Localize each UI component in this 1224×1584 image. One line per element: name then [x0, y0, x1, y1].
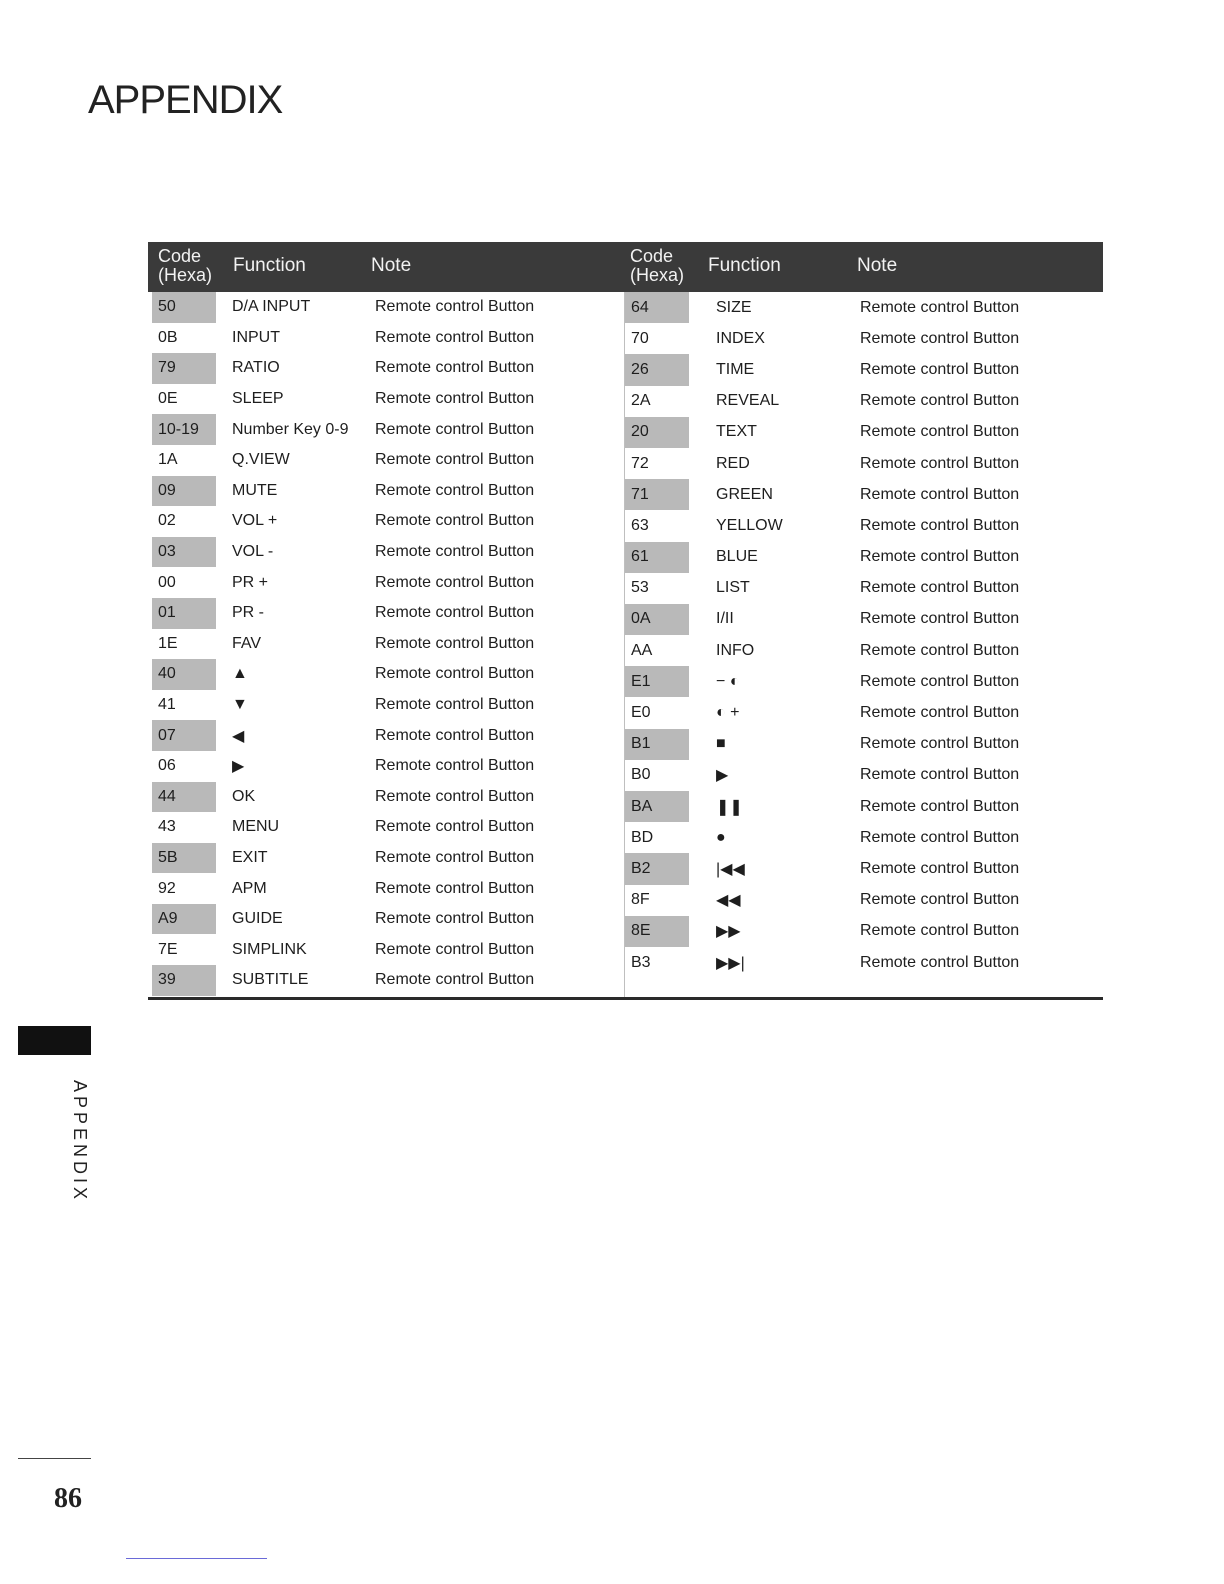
function-cell: SUBTITLE — [232, 971, 309, 989]
note-cell: Remote control Button — [860, 454, 1020, 472]
function-cell: INDEX — [716, 329, 765, 347]
footer-underline — [126, 1558, 267, 1559]
table-row — [148, 720, 624, 751]
function-cell: I/II — [716, 610, 734, 628]
note-cell: Remote control Button — [860, 579, 1020, 597]
note-cell: Remote control Button — [375, 665, 535, 683]
table-row — [148, 690, 624, 721]
table-row — [148, 659, 624, 690]
note-cell: Remote control Button — [860, 891, 1020, 909]
code-cell: 0B — [158, 328, 178, 346]
note-cell: Remote control Button — [860, 704, 1020, 722]
code-cell: 10-19 — [152, 414, 216, 445]
table-row — [625, 417, 1103, 448]
code-cell: 0E — [158, 390, 178, 408]
code-cell: 61 — [625, 542, 689, 573]
side-section-label: APPENDIX — [70, 1080, 90, 1204]
header-code-line2: (Hexa) — [630, 265, 685, 285]
code-cell: 79 — [152, 353, 216, 384]
code-cell: 00 — [158, 573, 176, 591]
code-cell: 63 — [631, 516, 649, 534]
note-cell: Remote control Button — [860, 828, 1020, 846]
code-cell: A9 — [152, 904, 216, 935]
function-cell: ● — [716, 828, 726, 846]
function-cell: SIMPLINK — [232, 940, 307, 958]
code-cell: B2 — [625, 853, 689, 884]
table-row — [625, 729, 1103, 760]
table-row — [148, 384, 624, 415]
function-cell: MENU — [232, 818, 280, 836]
table-row — [148, 904, 624, 935]
code-cell: 41 — [158, 696, 176, 714]
code-cell: 53 — [631, 579, 649, 597]
table-header — [148, 242, 1103, 292]
table-row — [148, 292, 624, 323]
table-row — [625, 853, 1103, 884]
code-cell: 5B — [152, 843, 216, 874]
code-cell: 1A — [158, 451, 178, 469]
code-cell: 8E — [625, 916, 689, 947]
function-cell: MUTE — [232, 481, 278, 499]
function-cell: RATIO — [232, 359, 280, 377]
code-cell: 01 — [152, 598, 216, 629]
code-cell: 02 — [158, 512, 176, 530]
code-cell: 70 — [631, 329, 649, 347]
code-cell: E0 — [631, 704, 651, 722]
page-number: 86 — [54, 1483, 82, 1514]
note-cell: Remote control Button — [860, 922, 1020, 940]
function-cell: PR + — [232, 573, 269, 591]
function-cell: TIME — [716, 360, 755, 378]
code-cell: B1 — [625, 729, 689, 760]
function-cell: Number Key 0-9 — [232, 420, 349, 438]
function-cell: YELLOW — [716, 516, 783, 534]
table-row — [625, 791, 1103, 822]
function-cell: INPUT — [232, 328, 280, 346]
note-cell: Remote control Button — [375, 940, 535, 958]
code-cell: 2A — [631, 392, 651, 410]
table-row — [625, 292, 1103, 323]
code-cell: 03 — [152, 537, 216, 568]
note-cell: Remote control Button — [860, 672, 1020, 690]
table-row — [625, 885, 1103, 916]
code-cell: 72 — [631, 454, 649, 472]
note-cell: Remote control Button — [375, 512, 535, 530]
code-table — [148, 242, 1103, 1000]
function-cell: ❚❚ — [716, 798, 743, 816]
header-function-right: Function — [708, 255, 781, 276]
table-row — [148, 567, 624, 598]
note-cell: Remote control Button — [375, 848, 535, 866]
function-cell: LIST — [716, 579, 750, 597]
header-code-line2: (Hexa) — [158, 265, 213, 285]
note-cell: Remote control Button — [860, 735, 1020, 753]
header-note-right: Note — [857, 255, 898, 276]
header-code-line1: Code — [630, 246, 674, 266]
table-row — [625, 822, 1103, 853]
note-cell: Remote control Button — [375, 604, 535, 622]
table-row — [625, 573, 1103, 604]
code-cell: 43 — [158, 818, 176, 836]
table-row — [625, 760, 1103, 791]
table-row — [625, 386, 1103, 417]
table-row — [148, 965, 624, 996]
table-row — [625, 510, 1103, 541]
code-cell: 20 — [625, 417, 689, 448]
code-cell: 40 — [152, 659, 216, 690]
table-row — [148, 445, 624, 476]
function-cell: VOL + — [232, 512, 278, 530]
note-cell: Remote control Button — [860, 298, 1020, 316]
table-row — [625, 666, 1103, 697]
note-cell: Remote control Button — [375, 634, 535, 652]
function-cell: ▲ — [232, 665, 248, 683]
code-cell: B0 — [631, 766, 651, 784]
function-cell: TEXT — [716, 423, 757, 441]
function-cell: ▼ — [232, 696, 248, 714]
function-cell: FAV — [232, 634, 262, 652]
function-cell: OK — [232, 787, 256, 805]
function-cell: ■ — [716, 735, 726, 753]
code-cell: BD — [631, 828, 654, 846]
code-cell: 39 — [152, 965, 216, 996]
code-cell: 8F — [631, 891, 650, 909]
note-cell: Remote control Button — [860, 859, 1020, 877]
function-cell: EXIT — [232, 848, 268, 866]
note-cell: Remote control Button — [375, 787, 535, 805]
note-cell: Remote control Button — [375, 757, 535, 775]
note-cell: Remote control Button — [375, 910, 535, 928]
table-row — [625, 354, 1103, 385]
footer-rule — [18, 1458, 91, 1459]
note-cell: Remote control Button — [375, 971, 535, 989]
table-row — [148, 873, 624, 904]
code-cell: 07 — [152, 720, 216, 751]
function-cell: ▶ — [716, 767, 729, 785]
function-cell: PR - — [232, 604, 264, 622]
code-cell: BA — [625, 791, 689, 822]
note-cell: Remote control Button — [860, 610, 1020, 628]
note-cell: Remote control Button — [375, 818, 535, 836]
table-row — [625, 916, 1103, 947]
table-row — [148, 629, 624, 660]
function-cell: − ◐ — [716, 672, 740, 690]
table-row — [148, 751, 624, 782]
header-function-left: Function — [233, 255, 306, 276]
code-cell: 26 — [625, 354, 689, 385]
table-row — [148, 934, 624, 965]
note-cell: Remote control Button — [375, 420, 535, 438]
code-cell: 06 — [158, 757, 176, 775]
function-cell: D/A INPUT — [232, 298, 311, 316]
note-cell: Remote control Button — [375, 298, 535, 316]
function-cell: |◀◀ — [716, 860, 745, 878]
note-cell: Remote control Button — [375, 879, 535, 897]
table-row — [625, 448, 1103, 479]
note-cell: Remote control Button — [375, 359, 535, 377]
note-cell: Remote control Button — [860, 329, 1020, 347]
right-column — [625, 292, 1103, 978]
note-cell: Remote control Button — [860, 953, 1020, 971]
note-cell: Remote control Button — [375, 696, 535, 714]
table-row — [625, 604, 1103, 635]
note-cell: Remote control Button — [375, 481, 535, 499]
note-cell: Remote control Button — [375, 726, 535, 744]
note-cell: Remote control Button — [860, 641, 1020, 659]
code-cell: 92 — [158, 879, 176, 897]
function-cell: ▶ — [232, 758, 245, 776]
note-cell: Remote control Button — [860, 797, 1020, 815]
note-cell: Remote control Button — [860, 548, 1020, 566]
function-cell: REVEAL — [716, 392, 780, 410]
code-cell: E1 — [625, 666, 689, 697]
table-row — [625, 697, 1103, 728]
note-cell: Remote control Button — [375, 451, 535, 469]
table-row — [148, 414, 624, 445]
table-row — [625, 542, 1103, 573]
table-row — [625, 323, 1103, 354]
header-code-left — [158, 247, 212, 285]
page-title: APPENDIX — [88, 78, 283, 122]
header-code-line1: Code — [158, 246, 202, 266]
table-row — [148, 323, 624, 354]
note-cell: Remote control Button — [860, 516, 1020, 534]
table-row — [148, 843, 624, 874]
function-cell: VOL - — [232, 543, 274, 561]
function-cell: BLUE — [716, 548, 758, 566]
table-row — [148, 598, 624, 629]
note-cell: Remote control Button — [375, 543, 535, 561]
function-cell: ◐ + — [716, 704, 740, 722]
section-tab-marker — [18, 1026, 91, 1055]
note-cell: Remote control Button — [860, 360, 1020, 378]
code-cell: 1E — [158, 634, 178, 652]
note-cell: Remote control Button — [860, 423, 1020, 441]
note-cell: Remote control Button — [860, 485, 1020, 503]
code-cell: 50 — [152, 292, 216, 323]
function-cell: APM — [232, 879, 267, 897]
function-cell: ▶▶| — [716, 954, 745, 972]
note-cell: Remote control Button — [860, 766, 1020, 784]
left-column — [148, 292, 624, 996]
code-cell: 0A — [625, 604, 689, 635]
code-cell: 64 — [625, 292, 689, 323]
note-cell: Remote control Button — [860, 392, 1020, 410]
code-cell: 44 — [152, 782, 216, 813]
table-row — [148, 537, 624, 568]
function-cell: GUIDE — [232, 910, 283, 928]
table-row — [148, 476, 624, 507]
function-cell: RED — [716, 454, 750, 472]
note-cell: Remote control Button — [375, 573, 535, 591]
note-cell: Remote control Button — [375, 390, 535, 408]
code-cell: 71 — [625, 479, 689, 510]
header-note-left: Note — [371, 255, 412, 276]
function-cell: Q.VIEW — [232, 451, 290, 469]
function-cell: ◀ — [232, 727, 245, 745]
table-row — [148, 353, 624, 384]
code-cell: 7E — [158, 940, 178, 958]
function-cell: ▶▶ — [716, 923, 741, 941]
function-cell: INFO — [716, 641, 755, 659]
table-row — [625, 635, 1103, 666]
table-row — [625, 479, 1103, 510]
function-cell: SLEEP — [232, 390, 284, 408]
note-cell: Remote control Button — [375, 328, 535, 346]
function-cell: SIZE — [716, 298, 752, 316]
table-row — [148, 506, 624, 537]
table-row — [625, 947, 1103, 978]
code-cell: B3 — [631, 953, 651, 971]
code-cell: 09 — [152, 476, 216, 507]
table-row — [148, 812, 624, 843]
function-cell: GREEN — [716, 485, 773, 503]
table-bottom-rule — [148, 997, 1103, 1000]
table-row — [148, 782, 624, 813]
header-code-right — [630, 247, 684, 285]
code-cell: AA — [631, 641, 653, 659]
function-cell: ◀◀ — [716, 892, 741, 910]
